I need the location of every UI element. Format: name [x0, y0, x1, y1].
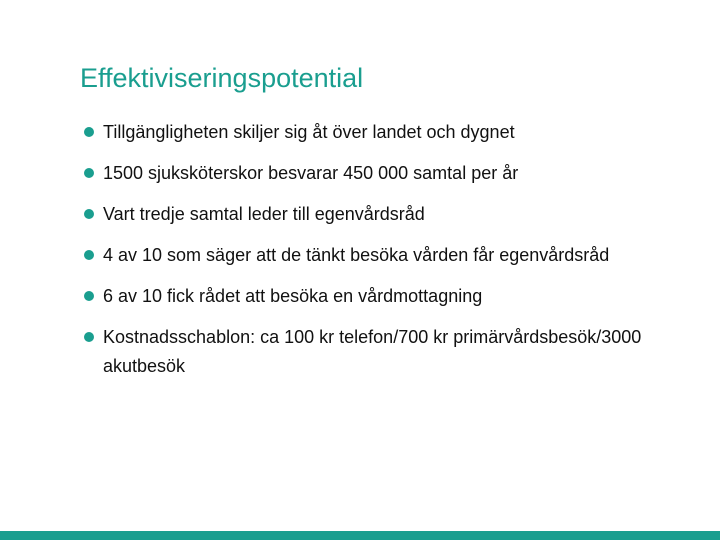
bullet-text: Vart tredje samtal leder till egenvårdsråd [103, 204, 425, 224]
bullet-item [84, 200, 644, 229]
bottom-accent-bar [0, 531, 720, 540]
bottom-bar-divider [596, 529, 720, 531]
bullet-dot-icon [84, 250, 94, 260]
bullet-text: 6 av 10 fick rådet att besöka en vårdmottagning [103, 286, 483, 306]
bullet-text: Kostnadsschablon: ca 100 kr telefon/700 kr primärvårdsbesök/3000 akutbesök [103, 327, 642, 376]
bullet-text: 4 av 10 som säger att de tänkt besöka vården får egenvårdsråd [103, 245, 610, 265]
bullet-dot-icon [84, 209, 94, 219]
bullet-dot-icon [84, 332, 94, 342]
bullet-item [84, 323, 644, 381]
bullet-item [84, 118, 644, 147]
bullet-dot-icon [84, 127, 94, 137]
bullet-text: Tillgängligheten skiljer sig åt över landet och dygnet [103, 122, 515, 142]
bullet-text: 1500 sjuksköterskor besvarar 450 000 samtal per år [103, 163, 519, 183]
bullet-item [84, 159, 644, 188]
bullet-item [84, 282, 644, 311]
bullet-dot-icon [84, 168, 94, 178]
slide-title: Effektiviseringspotential [80, 63, 364, 93]
bullet-list [84, 118, 644, 393]
bullet-dot-icon [84, 291, 94, 301]
bullet-item [84, 241, 644, 270]
